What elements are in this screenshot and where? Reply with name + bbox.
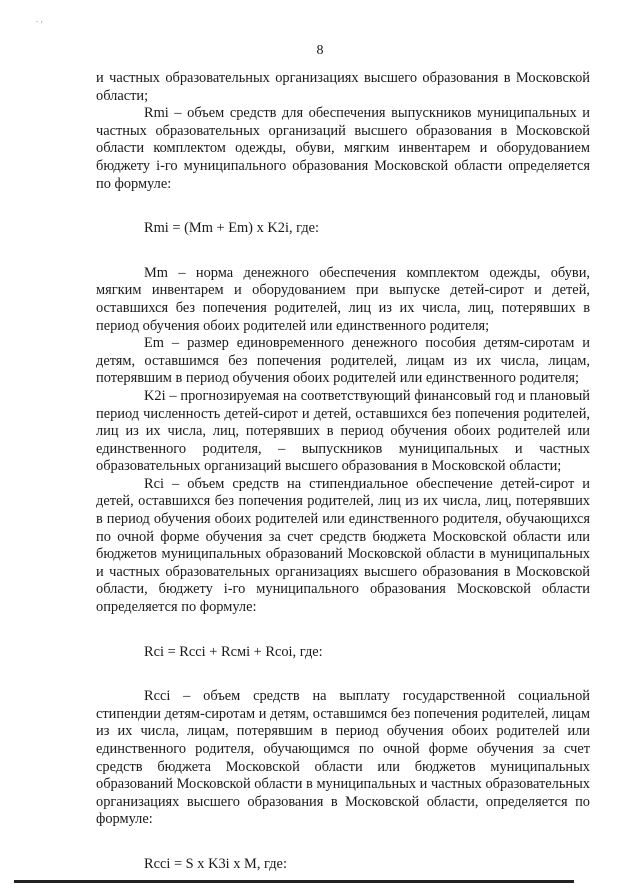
document-body: [96, 70, 590, 874]
formula-rci: Rci = Rcci + Rcмi + Rcoi, где:: [144, 643, 323, 660]
paragraph-mm-definition: Mm – норма денежного обеспечения комплектом одежды, обуви, мягким инвентарем и оборудованием при выпуске детей-сирот и детей, оставшихся без попечения родителей, лиц из их числа, лиц, потерявших в период обучения обоих родителей или единственного родителя;: [96, 264, 590, 334]
formula-rmi: Rmi = (Mm + Em) x K2i, где:: [144, 220, 320, 237]
formula-rcci: Rcci = S x K3i x M, где:: [144, 855, 287, 872]
paragraph-k2i-definition: K2i – прогнозируемая на соответствующий финансовый год и плановый период численность детей-сирот и детей, оставшихся без попечения родителей, лиц из их числа, лиц, потерявших в период обучения обоих родителей или единственного родителя, – выпускников муниципальных и частных образовательных организаций высшего образования в Московской области;: [96, 387, 590, 475]
scan-mark: . ,: [36, 14, 43, 24]
paragraph-continuation: и частных образовательных организациях высшего образования в Московской области;: [96, 70, 590, 104]
paragraph-rcci-definition: Rcci – объем средств на выплату государственной социальной стипендии детям-сиротам и детям, оставшимся без попечения родителей, лицам из их числа, лицам, потерявшим в период обучения обоих родителей или единственного родителя, обучающимся по очной форме обучения за счет средств бюджета Московской области или бюджетов муниципальных образований Московской области в муниципальных и частных образовательных организациях высшего образования в Московской области, определяется по формуле:: [96, 688, 590, 828]
page-number: 8: [316, 43, 324, 58]
paragraph-rmi-definition: Rmi – объем средств для обеспечения выпускников муниципальных и частных образовательных организаций высшего образования в Московской области комплектом одежды, обуви, мягким инвентарем и оборудованием бюджету i-го муниципального образования Московской области определяется по формуле:: [96, 105, 590, 192]
scan-edge-line: [14, 880, 574, 883]
paragraph-rci-definition: Rci – объем средств на стипендиальное обеспечение детей-сирот и детей, оставшихся без попечения родителей, лиц из их числа, лиц, потерявших в период обучения обоих родителей или единственного родителя, обучающихся по очной форме обучения за счет средств бюджета Московской области или бюджетов муниципальных образований Московской области в муниципальных и частных образовательных организациях высшего образования в Московской области, бюджету i-го муниципального образования Московской области определяется по формуле:: [96, 475, 590, 616]
paragraph-em-definition: Em – размер единовременного денежного пособия детям-сиротам и детям, оставшимся без попечения родителей, лицам из их числа, лицам, потерявшим в период обучения обоих родителей или единственного родителя;: [96, 335, 590, 387]
